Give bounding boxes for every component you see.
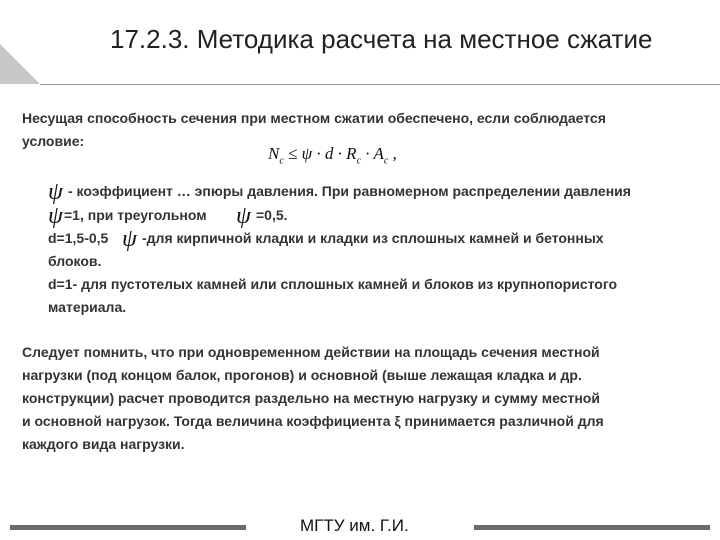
footer-text: МГТУ им. Г.И. [300,516,409,535]
formula: $N_c \le \psi \cdot d \cdot R_c \cdot A_c$ , [268,144,397,167]
intro-line-2: условие: [22,133,85,149]
text-line-2b: =0,5. [256,207,288,223]
intro-line-1: Несущая способность сечения при местном сжатии обеспечено, если соблюдается [22,110,606,126]
text-line-6: материала. [48,299,127,315]
text-line-3a: d=1,5-0,5 [48,230,109,246]
para2-line-4: и основной нагрузок. Тогда величина коэффициента ξ принимается различной для [22,413,604,429]
para2-line-5: каждого вида нагрузки. [22,436,185,452]
footer-bar-left [10,525,246,530]
corner-decoration [0,44,40,84]
text-line-5: d=1- для пустотелых камней или сплошных камней и блоков из крупнопористого [48,276,618,292]
title-divider [40,84,720,85]
psi-symbol-4: ψ [122,226,137,252]
text-line-2a: =1, при треугольном [64,207,207,223]
psi-symbol-3: ψ [236,203,251,229]
para2-line-1: Следует помнить, что при одновременном действии на площадь сечения местной [22,344,600,360]
text-line-1: - коэффициент … эпюры давления. При равномерном распределении давления [68,183,631,199]
footer-bar-right [474,525,710,530]
slide-title: 17.2.3. Методика расчета на местное сжатие [110,24,653,54]
text-line-3b: -для кирпичной кладки и кладки из сплошных камней и бетонных [142,230,604,246]
para2-line-3: конструкции) расчет проводится раздельно на местную нагрузку и сумму местной [22,390,600,406]
psi-symbol-2: ψ [48,203,63,229]
para2-line-2: нагрузки (под концом балок, прогонов) и основной (выше лежащая кладка и др. [22,367,582,383]
psi-symbol-1: ψ [48,179,63,205]
text-line-4: блоков. [48,253,102,269]
